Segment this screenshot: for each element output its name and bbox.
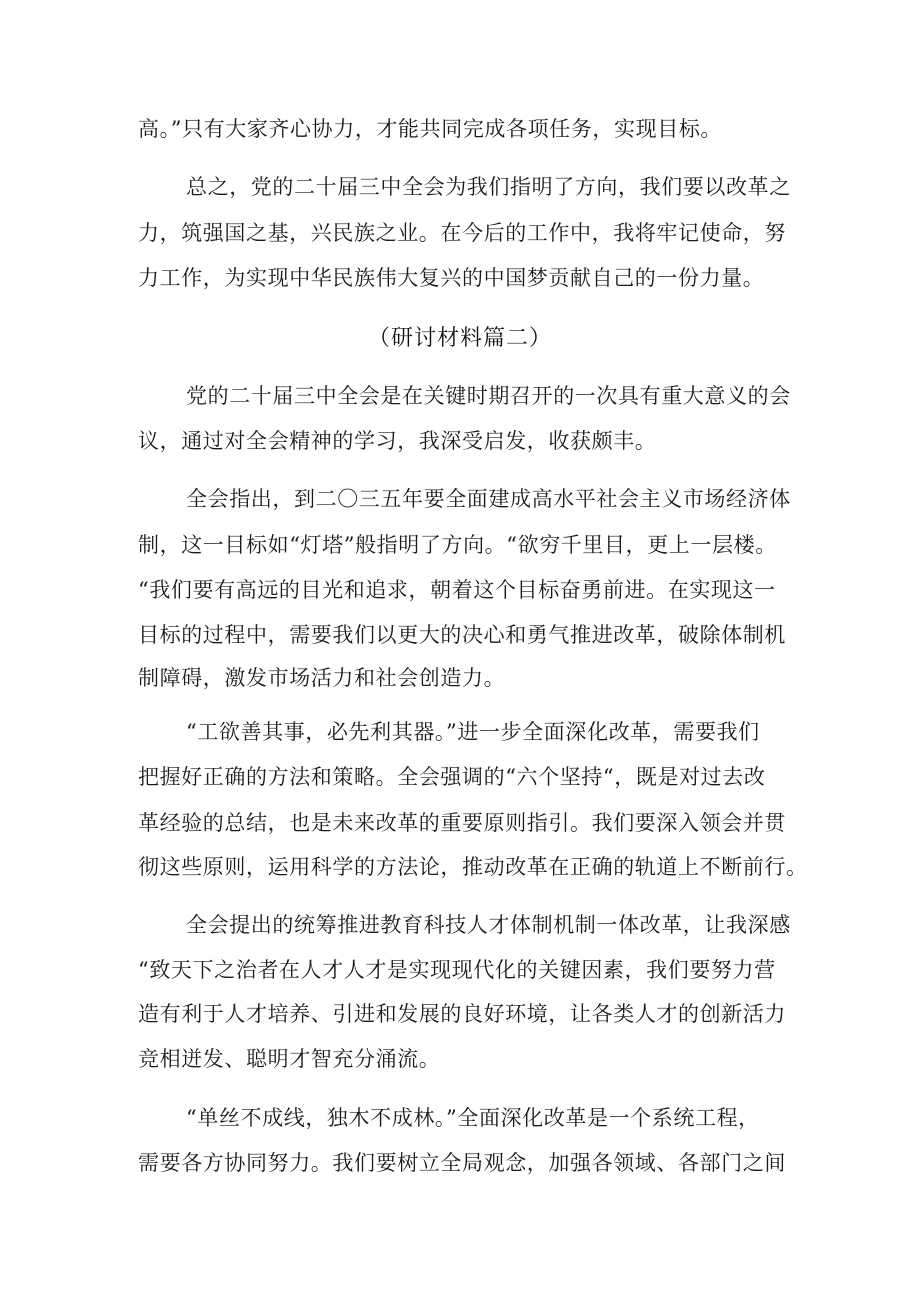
paragraph-line: 造有利于人才培养、引进和发展的良好环境，让各类人才的创新活力 xyxy=(138,1002,786,1026)
paragraph-line: 议，通过对全会精神的学习，我深受启发，收获颇丰。 xyxy=(138,429,657,453)
paragraph-line: 彻这些原则，运用科学的方法论，推动改革在正确的轨道上不断前行。 xyxy=(138,855,808,879)
paragraph-line: 全会提出的统筹推进教育科技人才体制机制一体改革，让我深感 xyxy=(186,913,791,937)
paragraph-line: 目标的过程中，需要我们以更大的决心和勇气推进改革，破除体制机 xyxy=(138,623,786,647)
paragraph-line: 竞相迸发、聪明才智充分涌流。 xyxy=(138,1047,441,1071)
paragraph-line: “致天下之治者在人才人才是实现现代化的关键因素，我们要努力营 xyxy=(138,958,776,982)
paragraph-line: “我们要有高远的目光和追求，朝着这个目标奋勇前进。在实现这一 xyxy=(138,578,776,602)
paragraph-line: “单丝不成线，独木不成林。”全面深化改革是一个系统工程， xyxy=(186,1106,760,1130)
paragraph-line: 制障碍，激发市场活力和社会创造力。 xyxy=(138,666,506,690)
paragraph-line: 总之，党的二十届三中全会为我们指明了方向，我们要以改革之 xyxy=(186,175,791,199)
paragraph-line: 把握好正确的方法和策略。全会强调的“六个坚持“，既是对过去改 xyxy=(138,765,766,789)
paragraph-line: 需要各方协同努力。我们要树立全局观念，加强各领域、各部门之间 xyxy=(138,1151,786,1175)
paragraph-line: 革经验的总结，也是未来改革的重要原则指引。我们要深入领会并贯 xyxy=(138,811,786,835)
section-heading: （研讨材料篇二） xyxy=(367,326,552,351)
paragraph-line: 力工作，为实现中华民族伟大复兴的中国梦贡献自己的一份力量。 xyxy=(138,266,765,290)
paragraph-line: 全会指出，到二〇三五年要全面建成高水平社会主义市场经济体 xyxy=(186,487,791,511)
paragraph-line: 力，筑强国之基，兴民族之业。在今后的工作中，我将牢记使命，努 xyxy=(138,221,786,245)
paragraph-line: 高。”只有大家齐心协力，才能共同完成各项任务，实现目标。 xyxy=(138,117,723,141)
paragraph-line: “工欲善其事，必先利其器。”进一步全面深化改革，需要我们 xyxy=(186,720,760,744)
paragraph-line: 制，这一目标如“灯塔”般指明了方向。“欲穷千里目，更上一层楼。 xyxy=(138,533,777,557)
paragraph-line: 党的二十届三中全会是在关键时期召开的一次具有重大意义的会 xyxy=(186,384,791,408)
